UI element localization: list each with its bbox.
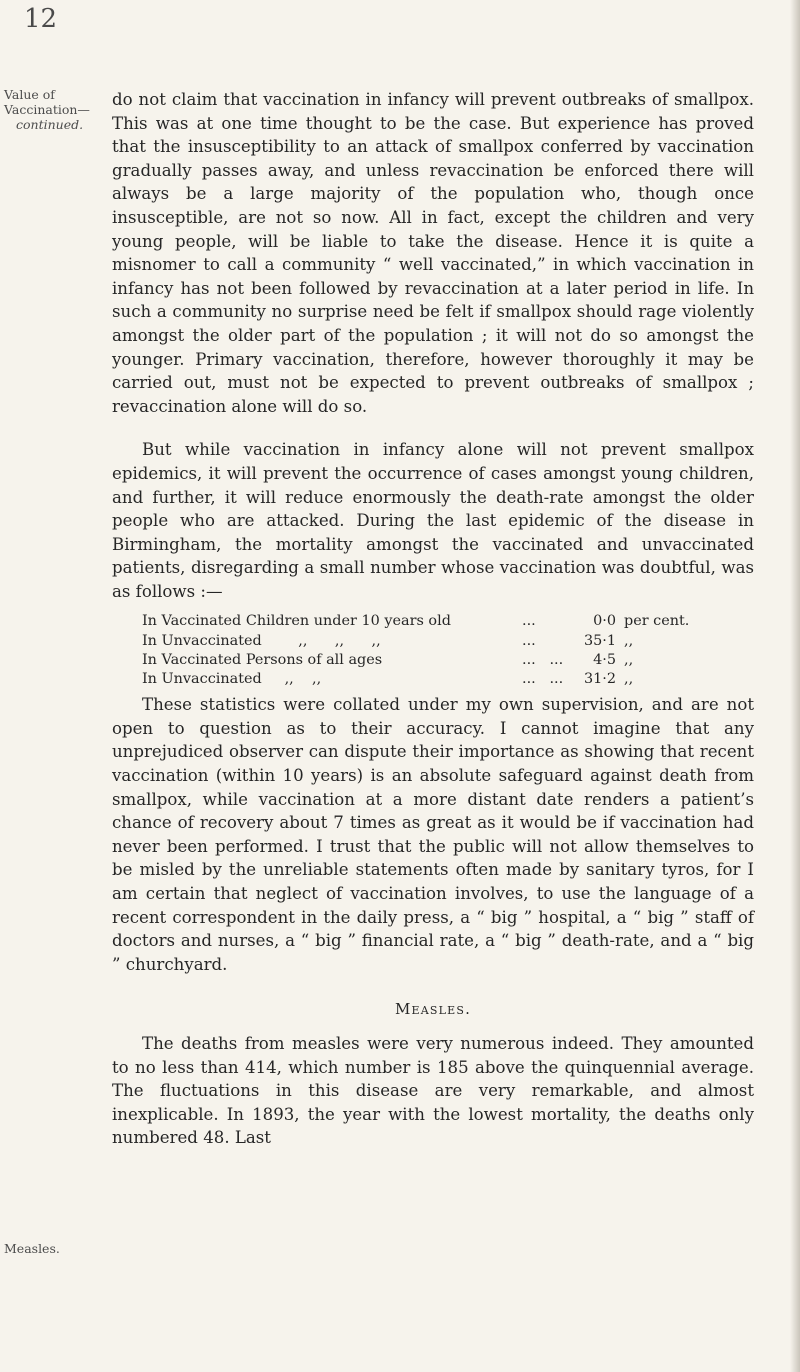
row-leader: ... <box>522 632 536 649</box>
row-unit: ,, <box>624 632 634 649</box>
body-text <box>112 88 754 1150</box>
row-unit: ,, <box>624 651 634 668</box>
page-number: 12 <box>24 4 58 34</box>
row-leader: ... ... <box>522 671 564 688</box>
margin-note-line1: Value of <box>4 87 55 102</box>
section-heading-measles: Measles. <box>394 1000 472 1019</box>
margin-note-line3: continued. <box>16 117 84 132</box>
paragraph-4: The deaths from measles were very numerous indeed. They amounted to no less than 414, which number is 185 above the quinquennial average. The fluctuations in this disease are very remarkable, and almost inexplicable. In 1893, the year with the lowest mortality, the deaths only numbered 48. Last <box>112 1034 754 1148</box>
margin-note-line2: Vaccination— <box>4 102 90 117</box>
paragraph-gap <box>112 418 754 438</box>
row-unit: ,, <box>624 671 634 688</box>
row-unit: per cent. <box>624 613 690 630</box>
table-row <box>142 632 754 651</box>
row-label: In Unvaccinated ,, ,, <box>142 671 322 688</box>
page-edge-shadow <box>790 0 800 1372</box>
table-row <box>142 612 754 631</box>
row-value: 0·0 <box>593 613 616 630</box>
paragraph-1: do not claim that vaccination in infancy will prevent outbreaks of smallpox. This was at one time thought to be the case. But experience has proved that the insusceptibility to an attack of smallpox conferred by vaccination gradually passes away, and unless revaccination be enforced there will always be a large majority of the population who, though once insusceptible, are not so now. All in fact, except the children and very young people, will be liable to take the disease. Hence it is quite a misnomer to call a community “ well vaccinated,” in which vaccination in infancy has not been followed by revaccination at a later period in life. In such a community no surprise need be felt if smallpox should rage violently amongst the older part of the population ; it will not do so amongst the younger. Primary vaccination, therefore, however thoroughly it may be carried out, must not be expected to prevent outbreaks of smallpox ; revaccination alone will do so. <box>112 90 754 416</box>
margin-note-vaccination <box>4 87 96 132</box>
row-leader: ... <box>522 613 536 630</box>
row-value: 31·2 <box>583 671 616 688</box>
margin-note-measles: Measles. <box>4 1241 60 1256</box>
table-row <box>142 670 754 689</box>
row-label: In Unvaccinated ,, ,, ,, <box>142 632 381 649</box>
row-value: 35·1 <box>583 632 616 649</box>
row-label: In Vaccinated Children under 10 years old <box>142 613 451 630</box>
row-value: 4·5 <box>593 651 616 668</box>
table-row <box>142 651 754 670</box>
paragraph-3: These statistics were collated under my own supervision, and are not open to question as to their accuracy. I cannot imagine that any unprejudiced observer can dispute their importance as showing that recent vaccination (within 10 years) is an absolute safeguard against death from smallpox, while vaccination at a more distant date renders a patient’s chance of recovery about 7 times as great as it would be if vaccination had never been performed. I trust that the public will not allow themselves to be misled by the unreliable statements often made by sanitary tyros, for I am certain that neglect of vaccination involves, to use the language of a recent correspondent in the daily press, a “ big ” hospital, a “ big ” staff of doctors and nurses, a “ big ” financial rate, a “ big ” death-rate, and a “ big ” churchyard. <box>112 695 754 974</box>
paragraph-2: But while vaccination in infancy alone will not prevent smallpox epidemics, it will prevent the occurrence of cases amongst young children, and further, it will reduce enormously the death-rate amongst the older people who are attacked. During the last epidemic of the disease in Birmingham, the mortality amongst the vaccinated and unvaccinated patients, disregarding a small number whose vaccination was doubtful, was as follows :— <box>112 440 754 601</box>
row-label: In Vaccinated Persons of all ages <box>142 651 383 668</box>
mortality-table <box>112 612 754 689</box>
row-leader: ... ... <box>522 651 564 668</box>
